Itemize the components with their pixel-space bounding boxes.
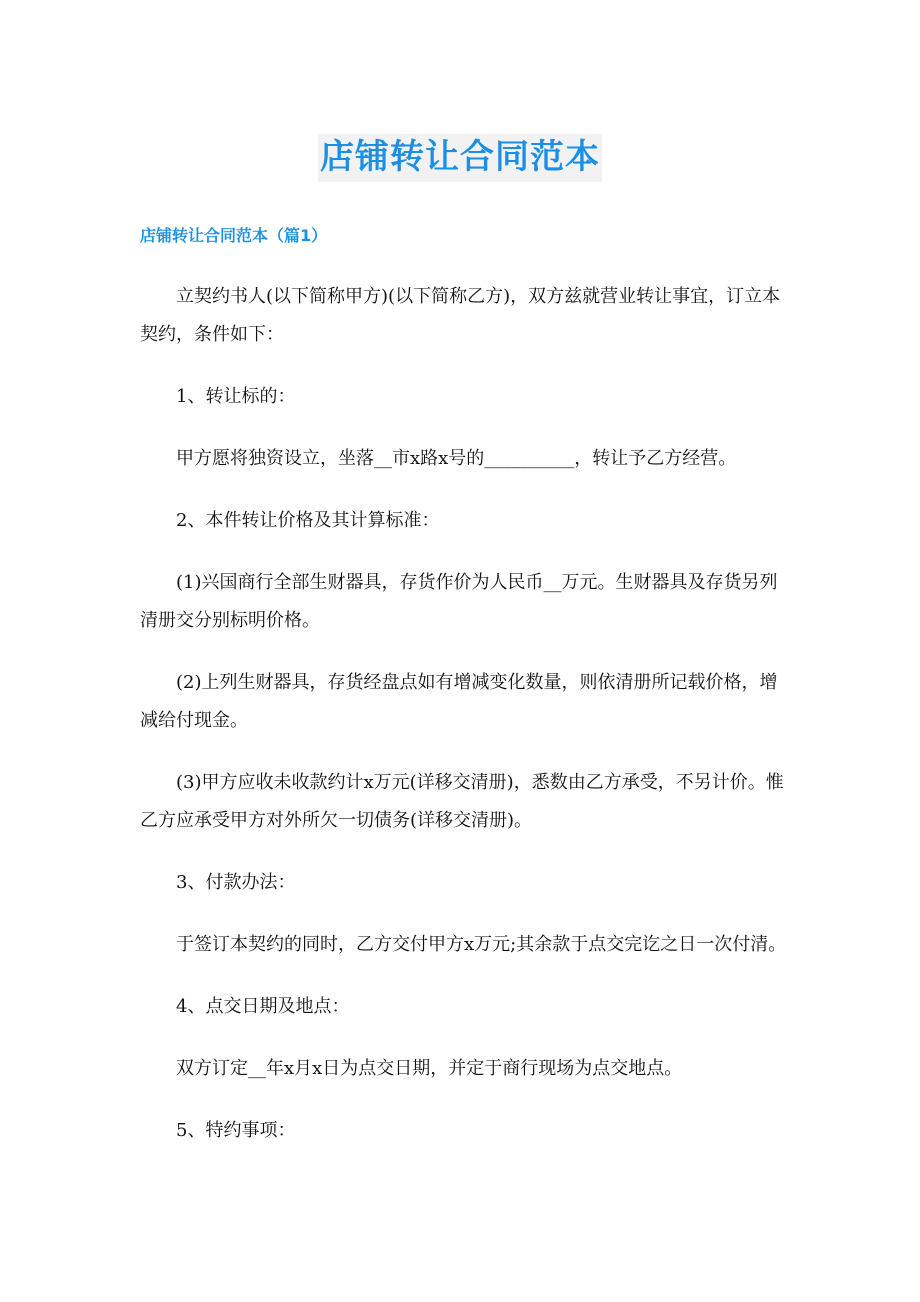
clause-2-item-2: (2)上列生财器具，存货经盘点如有增减变化数量，则依清册所记载价格，增减给付现金。 [140,672,778,731]
document-title [0,134,920,182]
clause-5-heading: 5、特约事项： [176,1120,296,1141]
clause-2-heading: 2、本件转让价格及其计算标准： [176,510,440,531]
clause-4-heading: 4、点交日期及地点： [176,996,350,1017]
section-heading: 店铺转让合同范本（篇1） [140,226,328,245]
clause-1-heading: 1、转让标的： [176,386,296,407]
clause-3-text: 于签订本契约的同时，乙方交付甲方x万元;其余款于点交完讫之日一次付清。 [176,934,787,955]
clause-2-item-3: (3)甲方应收未收款约计x万元(详移交清册)，悉数由乙方承受，不另计价。惟乙方应承受甲方对外所欠一切债务(详移交清册)。 [140,772,784,831]
clause-4-text: 双方订定__年x月x日为点交日期，并定于商行现场为点交地点。 [176,1058,683,1079]
clause-3-heading: 3、付款办法： [176,872,296,893]
clause-2-item-1: (1)兴国商行全部生财器具，存货作价为人民币__万元。生财器具及存货另列清册交分别标明价格。 [140,572,778,631]
paragraph-intro: 立契约书人(以下简称甲方)(以下简称乙方)，双方兹就营业转让事宜，订立本契约，条件如下： [140,286,781,345]
clause-1-text: 甲方愿将独资设立，坐落__市x路x号的__________，转让予乙方经营。 [176,448,737,469]
document-title-text: 店铺转让合同范本 [318,134,602,182]
document-body [140,278,790,1174]
